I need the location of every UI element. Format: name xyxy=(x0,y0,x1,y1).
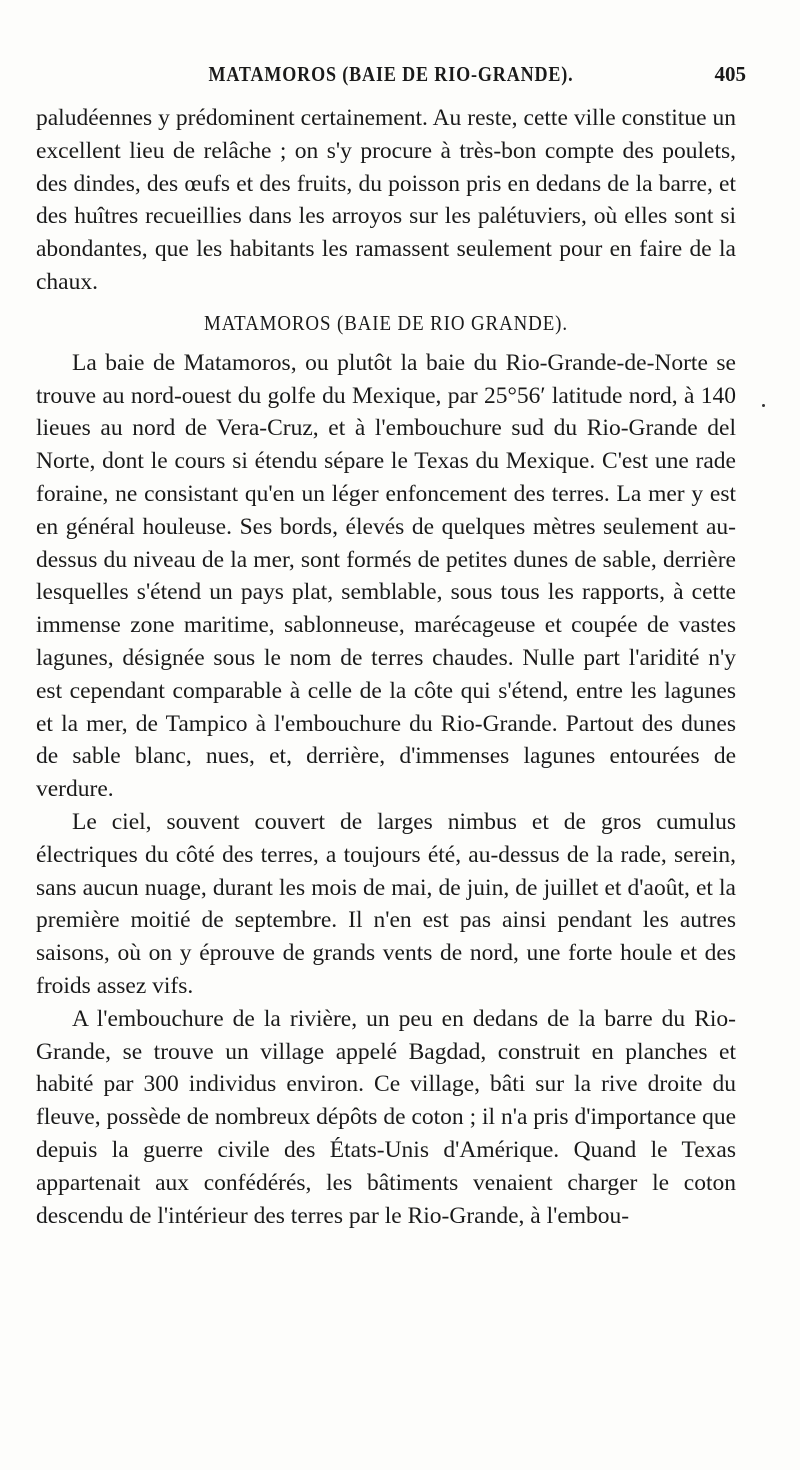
page-number: 405 xyxy=(714,62,746,86)
running-header xyxy=(36,60,746,94)
paragraph-bay-description: La baie de Matamoros, ou plutôt la baie du Rio-Grande-de-Norte se trouve au nord-ouest du golfe du Mexique, par 25°56′ latitude nord, à 140 lieues au nord de Vera-Cruz, et à l'embouchure sud du Rio-Grande del Norte, dont le cours si étendu sépare le Texas du Mexique. C'est une rade foraine, ne consistant qu'en un léger enfoncement des terres. La mer y est en général houleuse. Ses bords, élevés de quelques mètres seulement au-dessus du niveau de la mer, sont formés de petites dunes de sable, derrière lesquelles s'étend un pays plat, semblable, sous tous les rapports, à cette immense zone maritime, sablonneuse, marécageuse et coupée de vastes lagunes, désignée sous le nom de terres chaudes. Nulle part l'aridité n'y est cependant comparable à celle de la côte qui s'étend, entre les lagunes et la mer, de Tampico à l'embouchure du Rio-Grande. Partout des dunes de sable blanc, nues, et, derrière, d'immenses lagunes entourées de verdure. xyxy=(36,349,736,803)
continuation-paragraph: paludéennes y prédominent certainement. Au reste, cette ville constitue un excellent lieu de relâche ; on s'y procure à très-bon compte des poulets, des dindes, des œufs et des fruits, du poisson pris en dedans de la barre, et des huîtres recueillies dans les arroyos sur les palétuviers, où elles sont si abondantes, que les habitants les ramassent seulement pour en faire de la chaux. xyxy=(36,105,736,295)
paragraph-climate: Le ciel, souvent couvert de larges nimbus et de gros cumulus électriques du côté des terres, a toujours été, au-dessus de la rade, serein, sans aucun nuage, durant les mois de mai, de juin, de juillet et d'août, et la première moitié de septembre. Il n'en est pas ainsi pendant les autres saisons, où on y éprouve de grands vents de nord, une forte houle et des froids assez vifs. xyxy=(36,808,736,999)
margin-speck xyxy=(762,404,765,407)
body-text xyxy=(36,102,736,1232)
running-title: MATAMOROS (BAIE DE RIO-GRANDE). xyxy=(208,62,574,86)
paragraph-bagdad-village: A l'embouchure de la rivière, un peu en dedans de la barre du Rio-Grande, se trouve un village appelé Bagdad, construit en planches et habité par 300 individus environ. Ce village, bâti sur la rive droite du fleuve, possède de nombreux dépôts de coton ; il n'a pris d'importance que depuis la guerre civile des États-Unis d'Amérique. Quand le Texas appartenait aux confédérés, les bâtiments venaient charger le coton descendu de l'intérieur des terres par le Rio-Grande, à l'embou- xyxy=(36,1005,736,1229)
section-heading: MATAMOROS (BAIE DE RIO GRANDE). xyxy=(204,310,568,335)
